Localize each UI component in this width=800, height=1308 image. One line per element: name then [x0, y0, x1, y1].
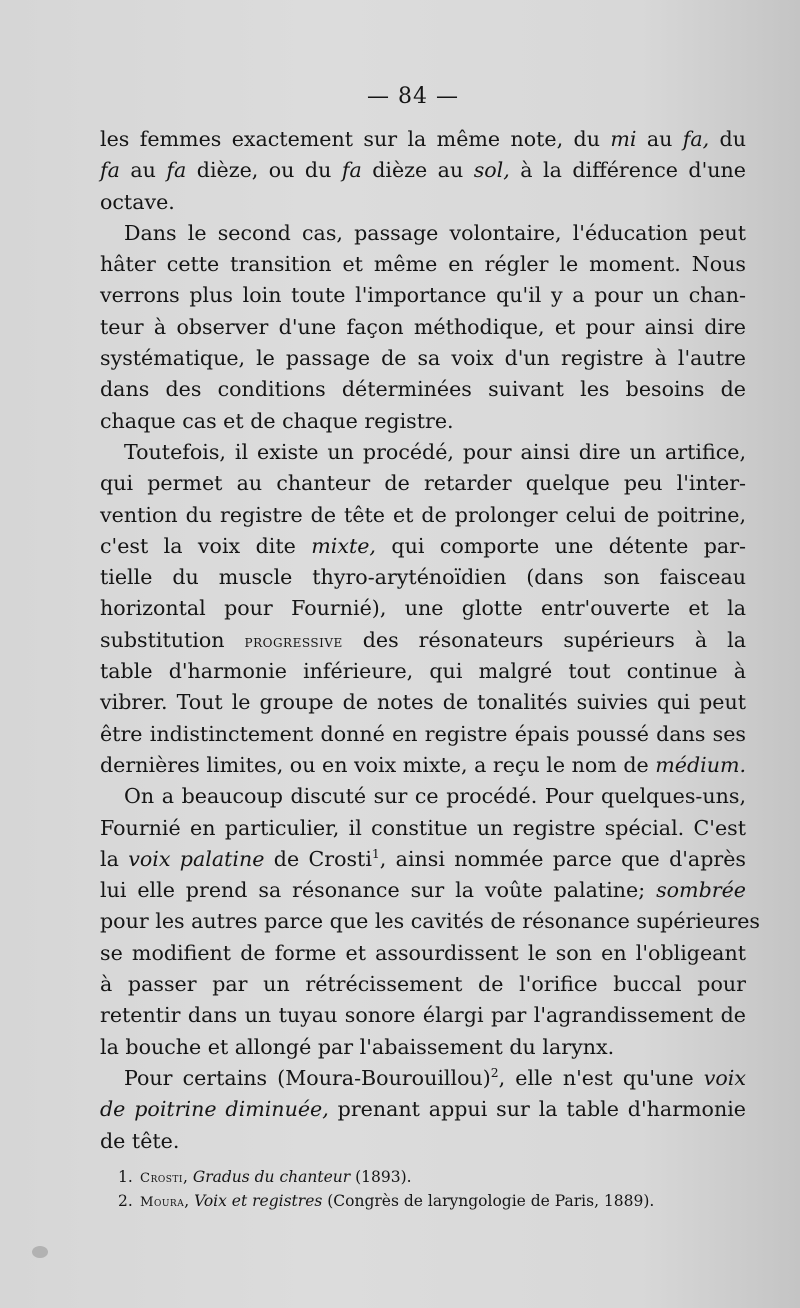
paragraph — [100, 437, 746, 781]
footnote: 2. Moura, Voix et registres (Congrès de laryngologie de Paris, 1889). — [118, 1192, 655, 1210]
text-line: être indistinctement donné en registre épais poussé dans ses — [100, 721, 746, 746]
text-line: de poitrine diminuée, prenant appui sur la table d'harmonie — [100, 1097, 746, 1122]
paragraph — [100, 124, 746, 218]
text-line: verrons plus loin toute l'importance qu'il y a pour un chan- — [100, 283, 746, 308]
text-line: pour les autres parce que les cavités de résonance supérieures — [100, 909, 761, 934]
text-line: tielle du muscle thyro-aryténoïdien (dans son faisceau — [100, 565, 746, 590]
text-line: substitution progressive des résonateurs supérieurs à la — [100, 627, 746, 652]
text-line: systématique, le passage de sa voix d'un registre à l'autre — [100, 346, 746, 371]
text-line: la voix palatine de Crosti$^1$, ainsi nommée parce que d'après — [100, 846, 746, 871]
paragraph — [100, 1063, 746, 1157]
text-line: Toutefois, il existe un procédé, pour ainsi dire un artifice, — [124, 439, 746, 464]
text-line: teur à observer d'une façon méthodique, et pour ainsi dire — [100, 314, 746, 339]
text-line: vibrer. Tout le groupe de notes de tonalités suivies qui peut — [100, 690, 746, 715]
text-line: octave. — [100, 189, 175, 214]
text-line: à passer par un rétrécissement de l'orifice buccal pour — [100, 972, 746, 997]
body-text — [100, 124, 761, 1157]
text-line: horizontal pour Fournié), une glotte entr'ouverte et la — [100, 596, 746, 621]
text-line: Pour certains (Moura-Bourouillou)$^2$, elle n'est qu'une voix — [124, 1065, 746, 1090]
text-line: table d'harmonie inférieure, qui malgré tout continue à — [100, 659, 746, 684]
text-line: retentir dans un tuyau sonore élargi par l'agrandissement de — [100, 1003, 746, 1028]
ink-smudge — [32, 1246, 48, 1258]
text-line: Dans le second cas, passage volontaire, l'éducation peut — [124, 220, 746, 245]
text-line: de tête. — [100, 1128, 180, 1153]
text-line: la bouche et allongé par l'abaissement du larynx. — [100, 1034, 615, 1059]
text-line: se modifient de forme et assourdissent le son en l'obligeant — [100, 940, 746, 965]
footnote: 1. Crosti, Gradus du chanteur (1893). — [118, 1168, 412, 1186]
text-line: qui permet au chanteur de retarder quelque peu l'inter- — [100, 471, 746, 496]
footnote-number: 1. — [118, 1168, 133, 1186]
text-line: On a beaucoup discuté sur ce procédé. Pour quelques-uns, — [124, 784, 746, 809]
text-line: les femmes exactement sur la même note, du mi au fa, du — [100, 127, 747, 151]
text-line: hâter cette transition et même en régler le moment. Nous — [100, 252, 746, 277]
text-line: vention du registre de tête et de prolonger celui de poitrine, — [100, 502, 746, 527]
text-line: c'est la voix dite mixte, qui comporte une détente par- — [100, 533, 746, 558]
text-line: Fournié en particulier, il constitue un registre spécial. C'est — [100, 815, 746, 840]
paragraph — [100, 218, 746, 437]
text-line: chaque cas et de chaque registre. — [100, 408, 454, 433]
text-line: fa au fa dièze, ou du fa dièze au sol, à la différence d'une — [100, 158, 746, 183]
page-number: — 84 — — [367, 84, 459, 109]
footnote-number: 2. — [118, 1192, 133, 1210]
text-line: dernières limites, ou en voix mixte, a reçu le nom de médium. — [100, 752, 747, 777]
footnotes — [118, 1166, 738, 1214]
paragraph — [100, 781, 761, 1063]
text-line: lui elle prend sa résonance sur la voûte palatine; sombrée — [100, 878, 746, 903]
text-line: dans des conditions déterminées suivant les besoins de — [100, 377, 746, 402]
